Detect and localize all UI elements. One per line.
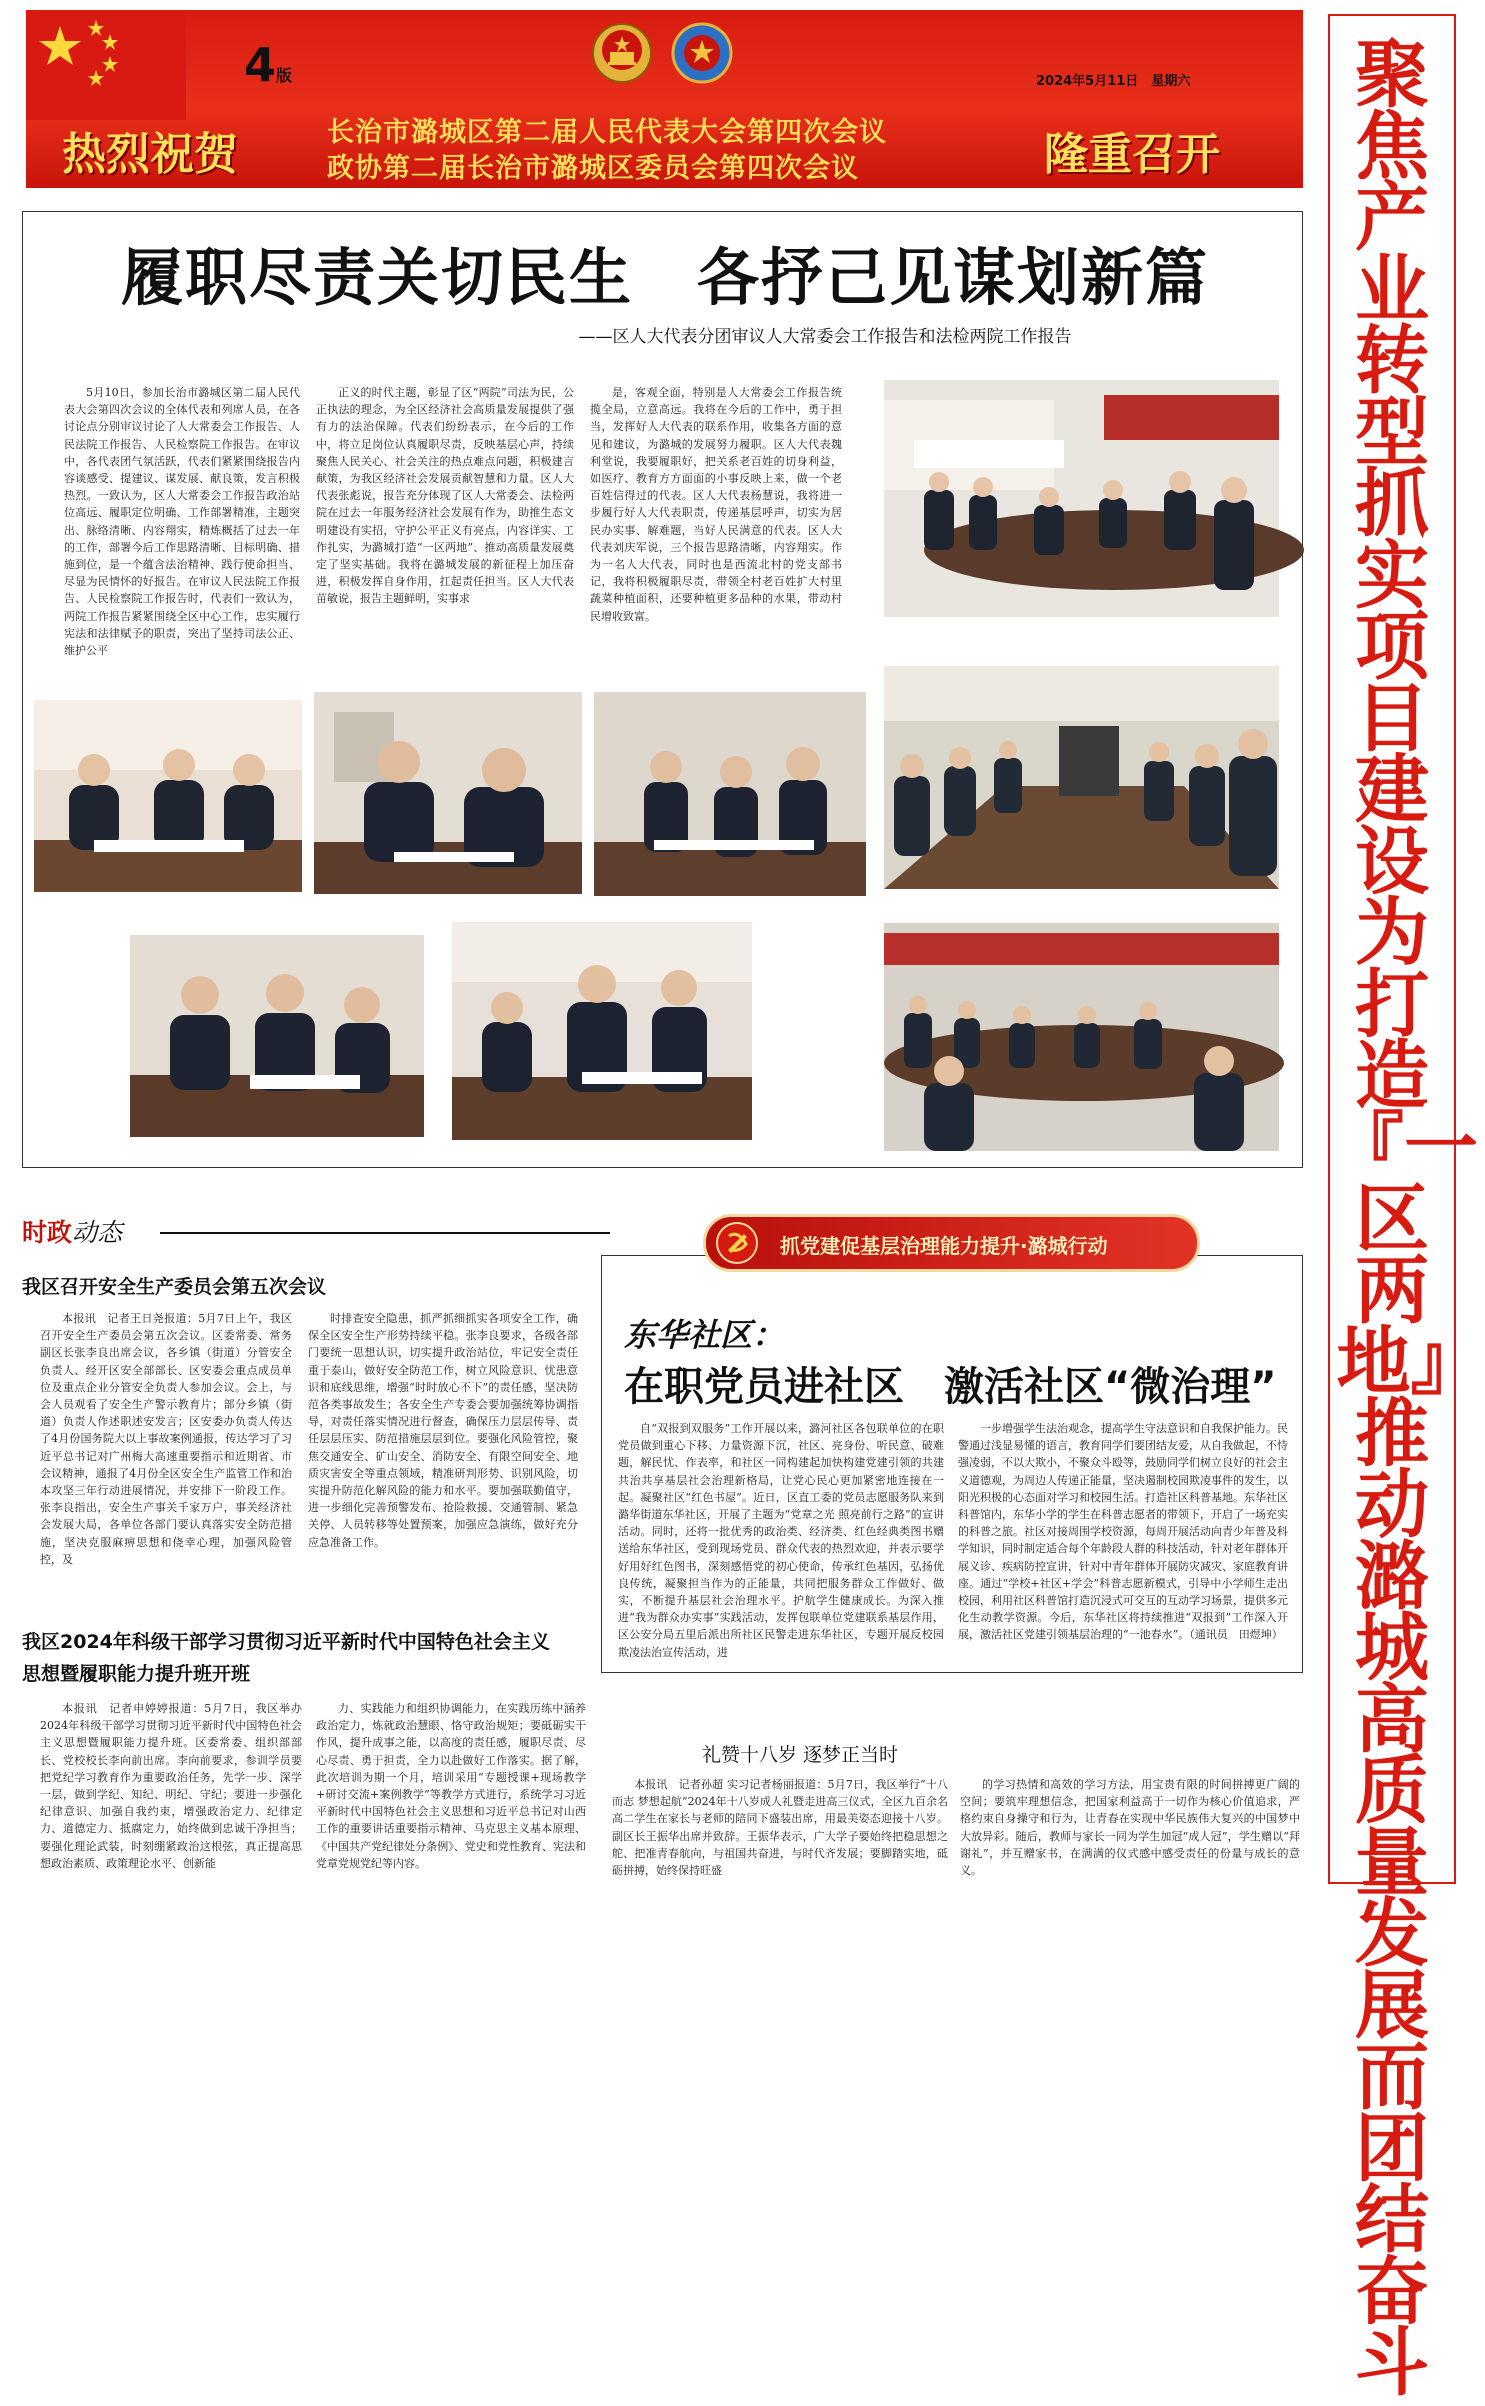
lead-column-3: 是，客观全面，特别是人大常委会工作报告统揽全局，立意高远。我将在今后的工作中，勇于担当，发挥好人大代表的联系作用，收集各方面的意见和建议，为潞城的发展努力履职。区人大代表魏利堂说，我要履职好，把关系老百姓的切身利益，如医疗、教育方方面面的小事反映上来，做一个老百姓信得过的代表。区人大代表杨慧说，我将进一步履行好人大代表职责，传递基层呼声，切实为居民办实事、解难题，当好人民满意的代表。区人大代表刘庆军说，三个报告思路清晰，内容翔实。作为一名人大代表，同时也是西流北村的党支部书记，我将积极履职尽责，带领全村老百姓扩大村里蔬菜种植面积，还要种植更多品种的水果，带动村民增收致富。 <box>590 386 842 623</box>
lead-subtitle: ——区人大代表分团审议人大常委会工作报告和法检两院工作报告 <box>578 327 1072 347</box>
lead-column-1: 5月10日，参加长治市潞城区第二届人民代表大会第四次会议的全体代表和列席人员，在各讨论点分别审议讨论了人大常委会工作报告、人民法院工作报告、人民检察院工作报告。在审议中，各代表团气氛活跃，代表们紧紧围绕报告内容谈感受、提建议、谋发展、献良策，发言积极热烈。一致认为，区人大常委会工作报告政治站位高远、履职定位明确、工作部署精准，主题突出、脉络清晰、内容翔实，精炼概括了过去一年的工作，部署今后工作思路清晰、目标明确、措施到位，是一个蕴含法治精神、践行使命担当、尽显为民情怀的好报告。在审议人民法院工作报告、人民检察院工作报告时，代表们一致认为，两院工作报告紧紧围绕全区中心工作，忠实履行宪法和法律赋予的职责，突出了坚持司法公正、维护公平 <box>64 386 300 658</box>
party-kicker: 东华社区： <box>624 1316 785 1354</box>
photo-delegates-4 <box>130 935 424 1137</box>
cppcc-emblem-icon <box>671 22 733 84</box>
masthead-banner <box>26 10 1303 188</box>
photo-delegates-1 <box>34 700 302 892</box>
national-emblem-icon <box>591 22 653 84</box>
photo-delegates-5 <box>452 922 752 1140</box>
side-slogan-box <box>1328 14 1478 2406</box>
news3-column-1: 本报讯 记者孙超 实习记者杨丽报道：5月7日，我区举行“十八而志 梦想起航”2024年十八岁成人礼暨走进高三仪式，全区九百余名高二学生在家长与老师的陪同下盛装出席，用最美姿态迎接十八岁。副区长王振华出席并致辞。王振华表示，广大学子要始终把稳思想之舵、把准青春航向，与祖国共奋进，与时代齐发展；要脚踏实地，砥砺拼搏，始终保持旺盛 <box>612 1778 948 1878</box>
page-number: 4版 <box>244 38 293 92</box>
news1-column-1: 本报讯 记者王日尧报道：5月7日上午，我区召开安全生产委员会第五次会议。区委常委、常务副区长张李良出席会议，各乡镇（街道）分管安全负责人、经开区安全部部长、区安委会重点成员单位及重点企业分管安全负责人参加会议。会上，与会人员观看了安全生产警示教育片；部分乡镇（街道）负责人作述职述安发言；区安委办负责人传达了4月份国务院大以上事故案例通报，传达学习了习近平总书记对广州梅大高速重要指示和近期省、市会议精神，通报了4月份全区安全生产监管工作和治本攻坚三年行动进展情况，并安排下一阶段工作。张李良指出，安全生产事关千家万户，事关经济社会发展大局，各单位各部门要认真落实安全防范措施，坚决克服麻痹思想和侥幸心理，加强风险管控，及 <box>40 1312 292 1566</box>
news3-column-2: 的学习热情和高效的学习方法，用宝贵有限的时间拼搏更广阔的空间；要筑牢理想信念，把国家利益高于一切作为核心价值追求，严格约束自身操守和行为，让青春在实现中华民族伟大复兴的中国梦中大放异彩。随后，教师与家长一同为学生加冠“成人冠”，学生赠以“拜谢礼”，并互赠家书，在满满的仪式感中感受责任的份量与成长的意义。 <box>960 1778 1300 1878</box>
photo-meeting-3 <box>884 923 1279 1151</box>
news3-title: 礼赞十八岁 逐梦正当时 <box>701 1744 899 1766</box>
photo-delegates-2 <box>314 692 582 894</box>
news2-title: 我区2024年科级干部学习贯彻习近平新时代中国特色社会主义思想暨履职能力提升班开班 <box>22 1631 550 1685</box>
lead-headline: 履职尽责关切民生 各抒己见谋划新篇 <box>120 241 1209 314</box>
news1-title: 我区召开安全生产委员会第五次会议 <box>22 1276 327 1298</box>
flag-icon <box>26 10 186 120</box>
photo-meeting-2 <box>884 666 1279 889</box>
party-headline: 在职党员进社区 激活社区“微治理” <box>624 1364 1277 1410</box>
party-column-1: 自“双报到双服务”工作开展以来，潞河社区各包联单位的在职党员做到重心下移、力量资源下沉，社区、亮身份、听民意、破难题，解民忧、作表率，和社区一同构建起加快构建党建引领的共建共治共享基层社会治理新格局，让党心民心更加紧密地连接在一起。凝聚社区“红色书屋”。近日，区直工委的党员志愿服务队来到潞华街道东华社区，开展了主题为“党章之光 照亮前行之路”的宣讲活动。同时，还将一批优秀的政治类、经济类、红色经典类图书赠送给东华社区，受到现场党员、群众代表的热烈欢迎，并表示要学好用好红色图书，深刻感悟党的初心使命，传承红色基因，弘扬优良传统，凝聚担当作为的正能量，共同把服务群众工作做好、做实，不断提升基层社会治理水平。护航学生健康成长。为深入推进“我为群众办实事”实践活动，发挥包联单位党建联系基层作用，区公安分局五里后派出所社区民警走进东华社区，专题开展反校园欺凌法治宣传活动，进 <box>618 1422 944 1659</box>
section-divider <box>160 1232 610 1234</box>
news2-column-2: 力、实践能力和组织协调能力，在实践历练中涵养政治定力，炼就政治慧眼、恪守政治规矩；要砥砺实干作风，提升成事之能，以高度的责任感，履职尽责、尽心尽责、勇于担责，全力以赴做好工作落实。据了解，此次培训为期一个月，培训采用“专题授课+现场教学+研讨交流+案例教学”等教学方式进行，系统学习习近平新时代中国特色社会主义思想和习近平总书记对山西工作的重要讲话重要指示精神、马克思主义基本原理、《中国共产党纪律处分条例》、党史和党性教育、宪法和党章党规党纪等内容。 <box>316 1702 586 1870</box>
congrats-right: 隆重召开 <box>1044 129 1220 180</box>
news1-column-2: 时排查安全隐患，抓严抓细抓实各项安全工作，确保全区安全生产形势持续平稳。张李良要求，各级各部门要统一思想认识，切实提升政治站位，牢记安全责任重于泰山，做好安全防范工作，树立风险意识、忧患意识和底线思维，增强“时时放心不下”的责任感，坚决防范各类事故发生；各安全生产专委会要加强统筹协调指导，对责任落实情况进行督查，确保压力层层传导、责任层层压实、防范措施层层到位。要强化风险管控，聚焦交通安全、矿山安全、消防安全、有限空间安全、地质灾害安全等重点领域，精准研判形势、识别风险，切实提升防范化解风险的能力和水平。要加强联勤值守，进一步细化完善预警发布、抢险救援、交通管制、紧急关停、人员转移等处置预案，加强应急演练，做好充分应急准备工作。 <box>308 1312 578 1549</box>
section-label: 时政动态 <box>22 1218 123 1247</box>
congrats-left: 热烈祝贺 <box>62 129 238 180</box>
photo-delegates-3 <box>594 692 866 896</box>
lead-column-2: 正义的时代主题，彰显了区“两院”司法为民，公正执法的理念，为全区经济社会高质量发展提供了强有力的法治保障。代表们纷纷表示，在今后的工作中，将立足岗位认真履职尽责，反映基层心声，持续聚焦人民关心、社会关注的热点难点问题，积极建言献策，为我区经济社会发展贡献智慧和力量。区人大代表张彪说，报告充分体现了区人大常委会、法检两院在过去一年服务经济社会发展有作为，助推生态文明建设有实招，守护公平正义有亮点，内容详实、工作扎实，为潞城打造“一区两地”、推动高质量发展奠定了坚实基础。我将在潞城发展的新征程上加压奋进，积极发挥自身作用，扛起责任担当。区人大代表苗敏说，报告主题鲜明，实事求 <box>316 386 574 606</box>
party-column-2: 一步增强学生法治观念，提高学生守法意识和自我保护能力。民警通过浅显易懂的语言，教育同学们要团结友爱，从自我做起，不恃强凌弱，不以大欺小，不聚众斗殴等，鼓励同学们树立良好的社会主义道德观，为周边人传递正能量，坚决遏制校园欺凌事件的发生，以阳光积极的心态面对学习和校园生活。打造社区科普基地。东华社区科普馆内，东华小学的学生在科普志愿者的带领下，开启了一场充实的科普之旅。社区对接周围学校资源，每周开展活动向青少年普及科学知识，同时制定适合每个年龄段人群的科技活动，针对老年群体开展义诊、疾病防控宣讲，针对中青年群体开展防灾减灾、家庭教育讲座。通过“学校+社区+学会”科普志愿新模式，引导中小学师生走出校园，利用社区科普馆打造沉浸式可交互的互动学习场景，提供多元化生动教学资源。今后，东华社区将持续推进“双报到”工作深入开展，激活社区党建引领基层治理的“一池春水”。（通讯员 田煜坤） <box>958 1422 1288 1642</box>
party-emblem-icon <box>716 1222 758 1264</box>
banner-title-line1: 长治市潞城区第二届人民代表大会第四次会议 <box>327 117 887 148</box>
photo-meeting-1 <box>884 380 1279 617</box>
banner-title-line2: 政协第二届长治市潞城区委员会第四次会议 <box>327 153 859 184</box>
issue-date: 2024年5月11日 星期六 <box>1036 74 1191 89</box>
news2-column-1: 本报讯 记者申婷婷报道：5月7日，我区举办2024年科级干部学习贯彻习近平新时代中国特色社会主义思想暨履职能力提升班。区委常委、组织部部长、党校校长李向前出席。李向前要求，参训学员要把党纪学习教育作为重要政治任务，先学一步、深学一层，做到学纪、知纪、明纪、守纪；要进一步强化纪律意识、加强自我约束，增强政治定力、纪律定力、道德定力、抵腐定力，始终做到忠诚干净担当；要强化理论武装，时刻绷紧政治这根弦，真正提高思想政治素质、政策理论水平、创新能 <box>40 1702 302 1870</box>
side-slogan: 聚焦产业转型抓实项目建设为打造『一区两地』推动潞城高质量发展而团结奋斗 <box>1330 32 1478 2406</box>
party-banner-title: 抓党建促基层治理能力提升·潞城行动 <box>780 1234 1108 1258</box>
